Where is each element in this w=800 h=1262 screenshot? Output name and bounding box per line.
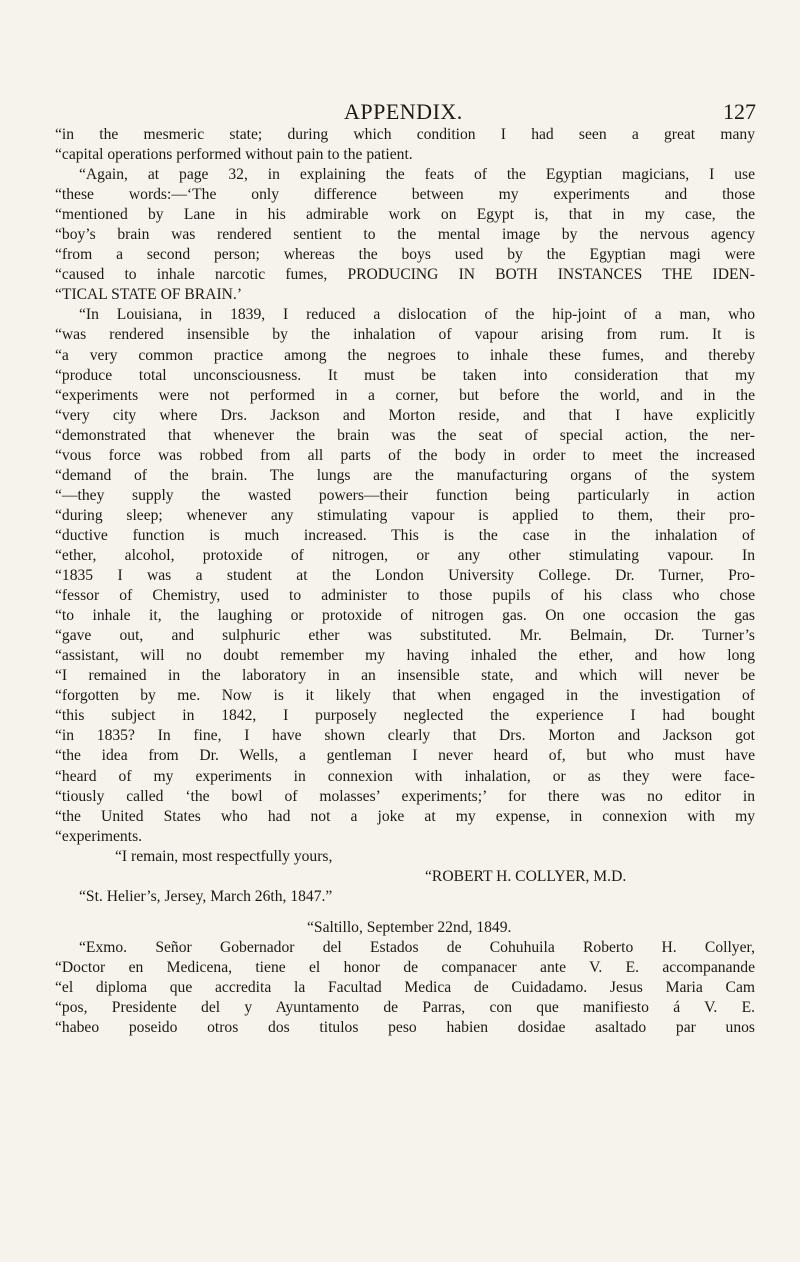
text-line: “demand of the brain. The lungs are the manufacturing organs of the system — [55, 466, 755, 484]
text-line: “fessor of Chemistry, used to administer to those pupils of his class who chose — [55, 587, 755, 605]
text-line: “Again, at page 32, in explaining the feats of the Egyptian magicians, I use — [79, 166, 755, 184]
text-line: “from a second person; whereas the boys used by the Egyptian magi were — [55, 246, 755, 264]
text-line: “ether, alcohol, protoxide of nitrogen, or any other stimulating vapour. In — [55, 546, 755, 564]
closing-line: “I remain, most respectfully yours, — [115, 847, 333, 865]
text-line: “heard of my experiments in connexion with inhalation, or as they were face- — [55, 767, 755, 785]
text-line: “habeo poseido otros dos titulos peso habien dosidae asaltado par unos — [55, 1019, 755, 1037]
text-line: “TICAL STATE OF BRAIN.’ — [55, 286, 243, 304]
text-line: “in the mesmeric state; during which condition I had seen a great many — [55, 126, 755, 143]
text-line: “Exmo. Señor Gobernador del Estados de Cohuhuila Roberto H. Collyer, — [79, 938, 755, 956]
signature-line: “ROBERT H. COLLYER, M.D. — [425, 867, 627, 885]
dateline: “Saltillo, September 22nd, 1849. — [307, 918, 512, 936]
text-line: “ductive function is much increased. This is the case in the inhalation of — [55, 526, 755, 544]
text-line: “assistant, will no doubt remember my having inhaled the ether, and how long — [55, 647, 755, 665]
body-text — [55, 125, 755, 1038]
text-line: “Doctor en Medicena, tiene el honor de companacer ante V. E. accompanande — [55, 958, 755, 976]
text-line: “during sleep; whenever any stimulating vapour is applied to them, their pro- — [55, 506, 755, 524]
dateline: “St. Helier’s, Jersey, March 26th, 1847.” — [79, 887, 333, 905]
text-line: “el diploma que accredita la Facultad Medica de Cuidadamo. Jesus Maria Cam — [55, 978, 755, 996]
text-line: “the United States who had not a joke at my expense, in connexion with my — [55, 807, 755, 825]
text-line: “1835 I was a student at the London University College. Dr. Turner, Pro- — [55, 567, 755, 585]
text-line: “—they supply the wasted powers—their function being particularly in action — [55, 486, 755, 504]
text-line: “this subject in 1842, I purposely neglected the experience I had bought — [55, 707, 755, 725]
running-title: APPENDIX. — [344, 99, 463, 124]
text-line: “demonstrated that whenever the brain was the seat of special action, the ner- — [55, 426, 755, 444]
text-line: “these words:—‘The only difference between my experiments and those — [55, 186, 755, 204]
page-header — [56, 99, 756, 125]
text-line: “mentioned by Lane in his admirable work on Egypt is, that in my case, the — [55, 206, 755, 224]
text-line: “to inhale it, the laughing or protoxide of nitrogen gas. On one occasion the gas — [55, 607, 755, 625]
text-line: “gave out, and sulphuric ether was substituted. Mr. Belmain, Dr. Turner’s — [55, 627, 755, 645]
text-line: “was rendered insensible by the inhalation of vapour arising from rum. It is — [55, 326, 755, 344]
text-line: “produce total unconsciousness. It must be taken into consideration that my — [55, 366, 755, 384]
text-line: “experiments were not performed in a corner, but before the world, and in the — [55, 386, 755, 404]
text-line: “the idea from Dr. Wells, a gentleman I never heard of, but who must have — [55, 747, 755, 765]
text-line: “in 1835? In fine, I have shown clearly that Drs. Morton and Jackson got — [55, 727, 755, 745]
text-line: “forgotten by me. Now is it likely that when engaged in the investigation of — [55, 687, 755, 705]
text-line: “a very common practice among the negroes to inhale these fumes, and thereby — [55, 346, 755, 364]
text-line: “pos, Presidente del y Ayuntamento de Parras, con que manifiesto á V. E. — [55, 999, 755, 1017]
text-line: “very city where Drs. Jackson and Morton reside, and that I have explicitly — [55, 406, 755, 424]
text-line: “I remained in the laboratory in an insensible state, and which will never be — [55, 667, 755, 685]
text-line: “tiously called ‘the bowl of molasses’ experiments;’ for there was no editor in — [55, 787, 755, 805]
text-line: “vous force was robbed from all parts of the body in order to meet the increased — [55, 446, 755, 464]
text-line: “In Louisiana, in 1839, I reduced a dislocation of the hip-joint of a man, who — [79, 306, 755, 324]
page-number: 127 — [723, 99, 756, 124]
text-line: “capital operations performed without pain to the patient. — [55, 146, 413, 164]
text-line: “experiments. — [55, 827, 143, 845]
text-line: “caused to inhale narcotic fumes, PRODUCING IN BOTH INSTANCES THE IDEN- — [55, 266, 755, 284]
section-gap — [55, 907, 755, 918]
text-line: “boy’s brain was rendered sentient to the mental image by the nervous agency — [55, 226, 755, 244]
